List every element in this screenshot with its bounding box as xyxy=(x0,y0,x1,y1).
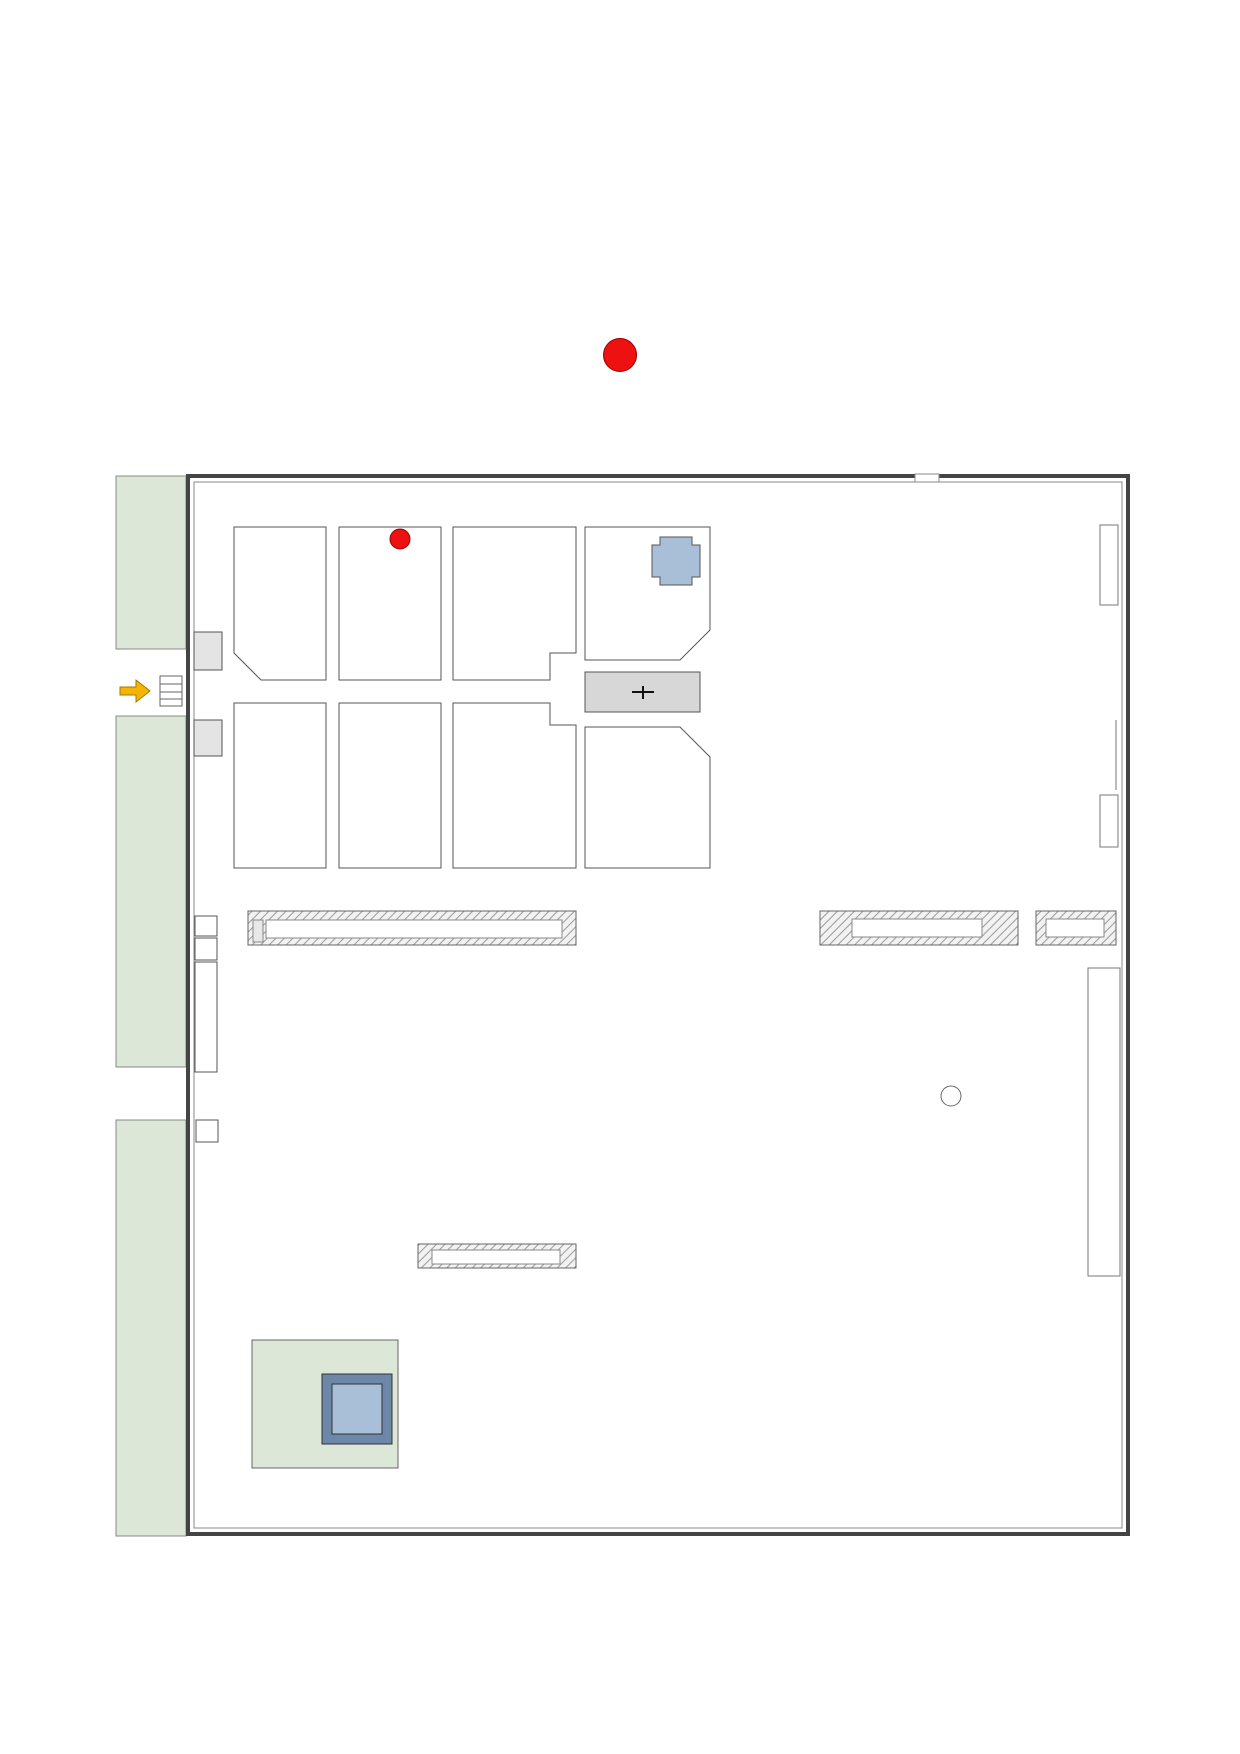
lotto-e-f[interactable] xyxy=(418,1244,576,1268)
giardino-block[interactable] xyxy=(234,527,326,680)
campo-6-block[interactable] xyxy=(339,703,441,868)
right-strip xyxy=(1088,968,1120,1276)
lotti-row-dcba[interactable] xyxy=(248,911,576,945)
lotto-g[interactable] xyxy=(1036,911,1116,945)
campo-7-block[interactable] xyxy=(234,703,326,868)
deposito-room[interactable] xyxy=(195,916,217,936)
garden-strip xyxy=(116,476,186,649)
campo-5-block[interactable] xyxy=(453,703,576,868)
entrance-gate[interactable] xyxy=(160,676,182,706)
roundabout xyxy=(941,1086,961,1106)
entrance-arrow-icon[interactable] xyxy=(120,680,150,702)
custode-room[interactable] xyxy=(194,720,222,756)
camera-mortuaria[interactable] xyxy=(194,632,222,670)
uff-room[interactable] xyxy=(196,1120,218,1142)
obitorio-room[interactable] xyxy=(195,962,217,1072)
lotto-i[interactable] xyxy=(820,911,1018,945)
right-strip xyxy=(1100,795,1118,847)
garden-strip xyxy=(116,716,186,1067)
campo-4-block[interactable] xyxy=(585,727,710,868)
ossario-comunale-large[interactable] xyxy=(252,1340,398,1468)
campo-3-block[interactable] xyxy=(339,527,441,680)
campo-2-block[interactable] xyxy=(453,527,576,680)
wc-room[interactable] xyxy=(195,938,217,960)
right-strip xyxy=(1100,525,1118,605)
garden-strip xyxy=(116,1120,186,1536)
gate-opening xyxy=(915,474,939,482)
burial-position-marker[interactable] xyxy=(390,529,410,549)
